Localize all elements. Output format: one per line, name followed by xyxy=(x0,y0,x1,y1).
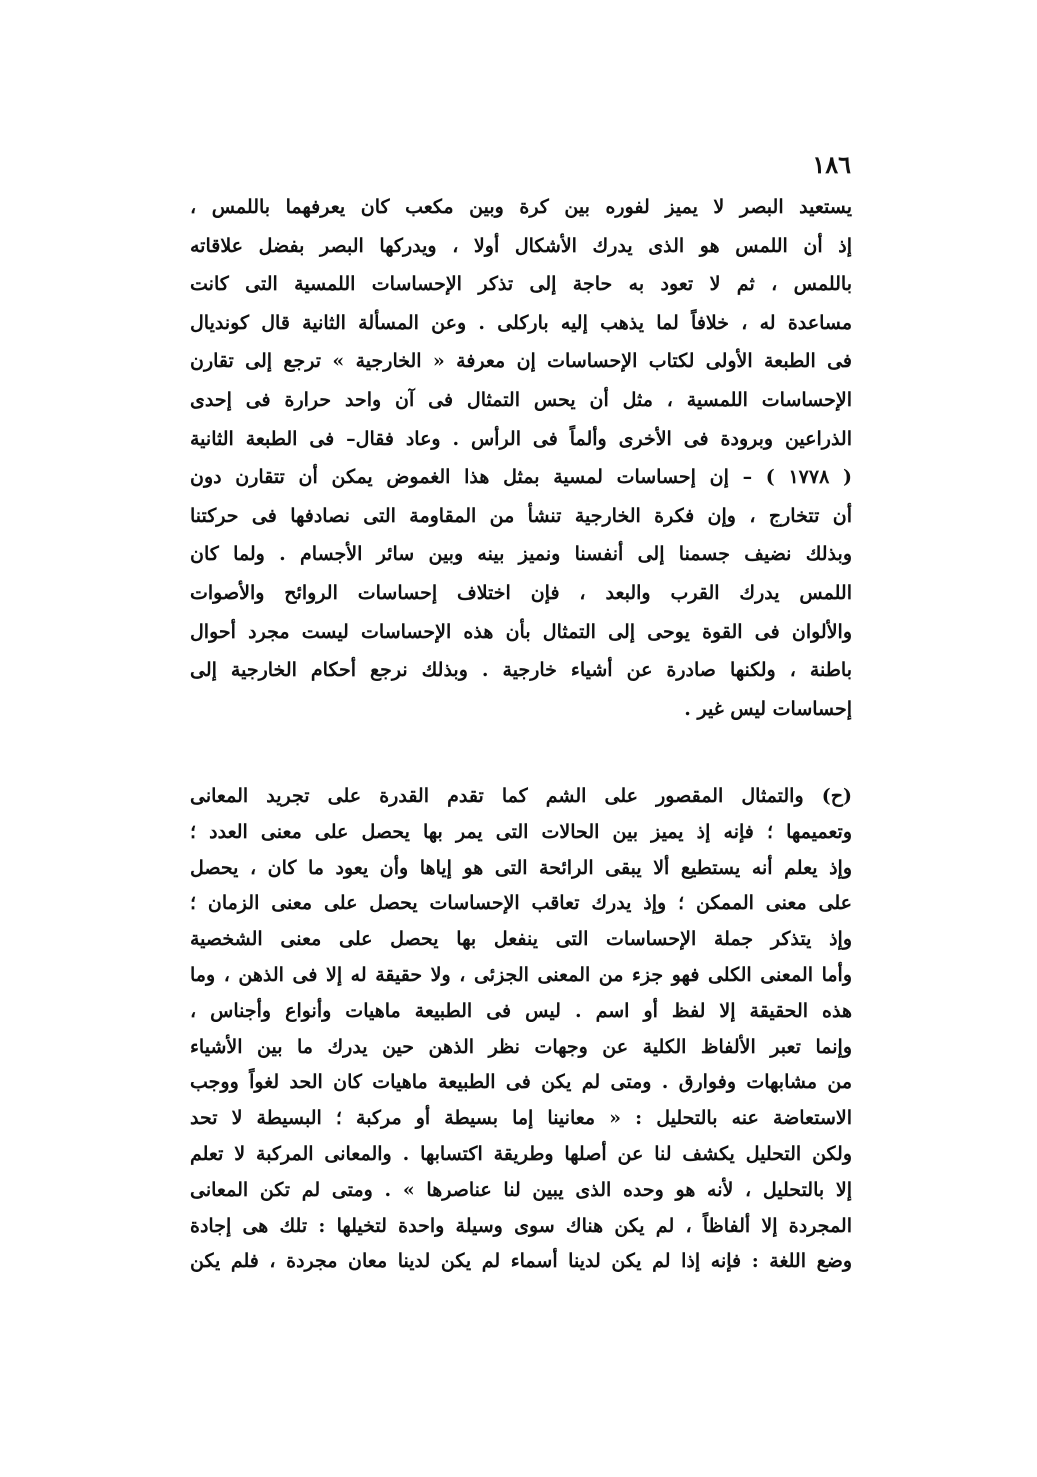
text-line: ولكن التحليل يكشف لنا عن أصلها وطريقة اكتسابها . والمعانى المركبة لا تعلم xyxy=(190,1142,852,1165)
text-line: الاستعاضة عنه بالتحليل : « معانينا إما بسيطة أو مركبة ؛ البسيطة لا تحد xyxy=(190,1107,852,1130)
text-line: على معنى الممكن ؛ وإذ يدرك تعاقب الإحساسات يحصل على معنى الزمان ؛ xyxy=(190,892,852,915)
text-line: وإنما تعبر الألفاظ الكلية عن وجهات نظر الذهن حين يدرك ما بين الأشياء xyxy=(190,1035,852,1058)
text-line: الإحساسات اللمسية ، مثل أن يحس التمثال فى آن واحد حرارة فى إحدى xyxy=(190,388,852,411)
text-line: باللمس ، ثم لا تعود به حاجة إلى تذكر الإحساسات اللمسية التى كانت xyxy=(190,273,852,296)
text-line: والألوان فى القوة يوحى إلى التمثال بأن هذه الإحساسات ليست مجرد أحوال xyxy=(190,620,852,643)
paragraph-1 xyxy=(190,188,852,728)
paragraph-2 xyxy=(190,779,852,1280)
text-line: اللمس يدرك القرب والبعد ، فإن اختلاف إحساسات الروائح والأصوات xyxy=(190,581,852,604)
text-line: إذ أن اللمس هو الذى يدرك الأشكال أولا ، ويدركها البصر بفضل علاقاته xyxy=(190,234,852,257)
text-line: إلا بالتحليل ، لأنه هو وحده الذى يبين لنا عناصرها » . ومتى لم تكن المعانى xyxy=(190,1178,852,1201)
text-line: (ح) والتمثال المقصور على الشم كما تقدم القدرة على تجريد المعانى xyxy=(190,785,852,807)
text-line: يستعيد البصر لا يميز لفوره بين كرة وبين مكعب كان يعرفهما باللمس ، xyxy=(190,196,852,218)
text-line: وتعميمها ؛ فإنه إذ يميز بين الحالات التى يمر بها يحصل على معنى العدد ؛ xyxy=(190,820,852,843)
text-line: فى الطبعة الأولى لكتاب الإحساسات إن معرفة « الخارجية » ترجع إلى تقارن xyxy=(190,350,852,373)
text-line: وأما المعنى الكلى فهو جزء من المعنى الجزئى ، ولا حقيقة له إلا فى الذهن ، وما xyxy=(190,963,852,986)
text-line: وضع اللغة : فإنه إذا لم يكن لدينا أسماء لم يكن لدينا معان مجردة ، فلم يكن xyxy=(190,1250,852,1273)
text-line: إحساسات ليس غير . xyxy=(684,697,852,720)
text-line: من مشابهات وفوارق . ومتى لم يكن فى الطبيعة ماهيات كان الحد لغواً ووجب xyxy=(190,1071,852,1094)
text-line: هذه الحقيقة إلا لفظ أو اسم . ليس فى الطبيعة ماهيات وأنواع وأجناس ، xyxy=(190,999,852,1022)
text-line: أن تتخارج ، وإن فكرة الخارجية تنشأ من المقاومة التى نصادفها فى حركتنا xyxy=(190,504,852,527)
text-line: وبذلك نضيف جسمنا إلى أنفسنا ونميز بينه وبين سائر الأجسام . ولما كان xyxy=(190,543,852,566)
page-number: ١٨٦ xyxy=(812,150,851,179)
text-line: وإذ يعلم أنه يستطيع ألا يبقى الرائحة التى هو إياها وأن يعود ما كان ، يحصل xyxy=(190,856,852,879)
text-line: باطنة ، ولكنها صادرة عن أشياء خارجية . وبذلك نرجع أحكام الخارجية إلى xyxy=(190,659,852,682)
text-line: وإذ يتذكر جملة الإحساسات التى ينفعل بها يحصل على معنى الشخصية xyxy=(190,928,852,951)
text-line: ( ١٧٧٨ ) – إن إحساسات لمسية بمثل هذا الغموض يمكن أن تتقارن دون xyxy=(190,466,852,489)
text-line: المجردة إلا ألفاظاً ، لم يكن هناك سوى وسيلة واحدة لتخيلها : تلك هى إجادة xyxy=(190,1214,852,1237)
text-line: الذراعين وبرودة فى الأخرى وألماً فى الرأس . وعاد فقال– فى الطبعة الثانية xyxy=(190,427,852,450)
text-line: مساعدة له ، خلافاً لما يذهب إليه باركلى . وعن المسألة الثانية قال كونديال xyxy=(190,311,852,334)
